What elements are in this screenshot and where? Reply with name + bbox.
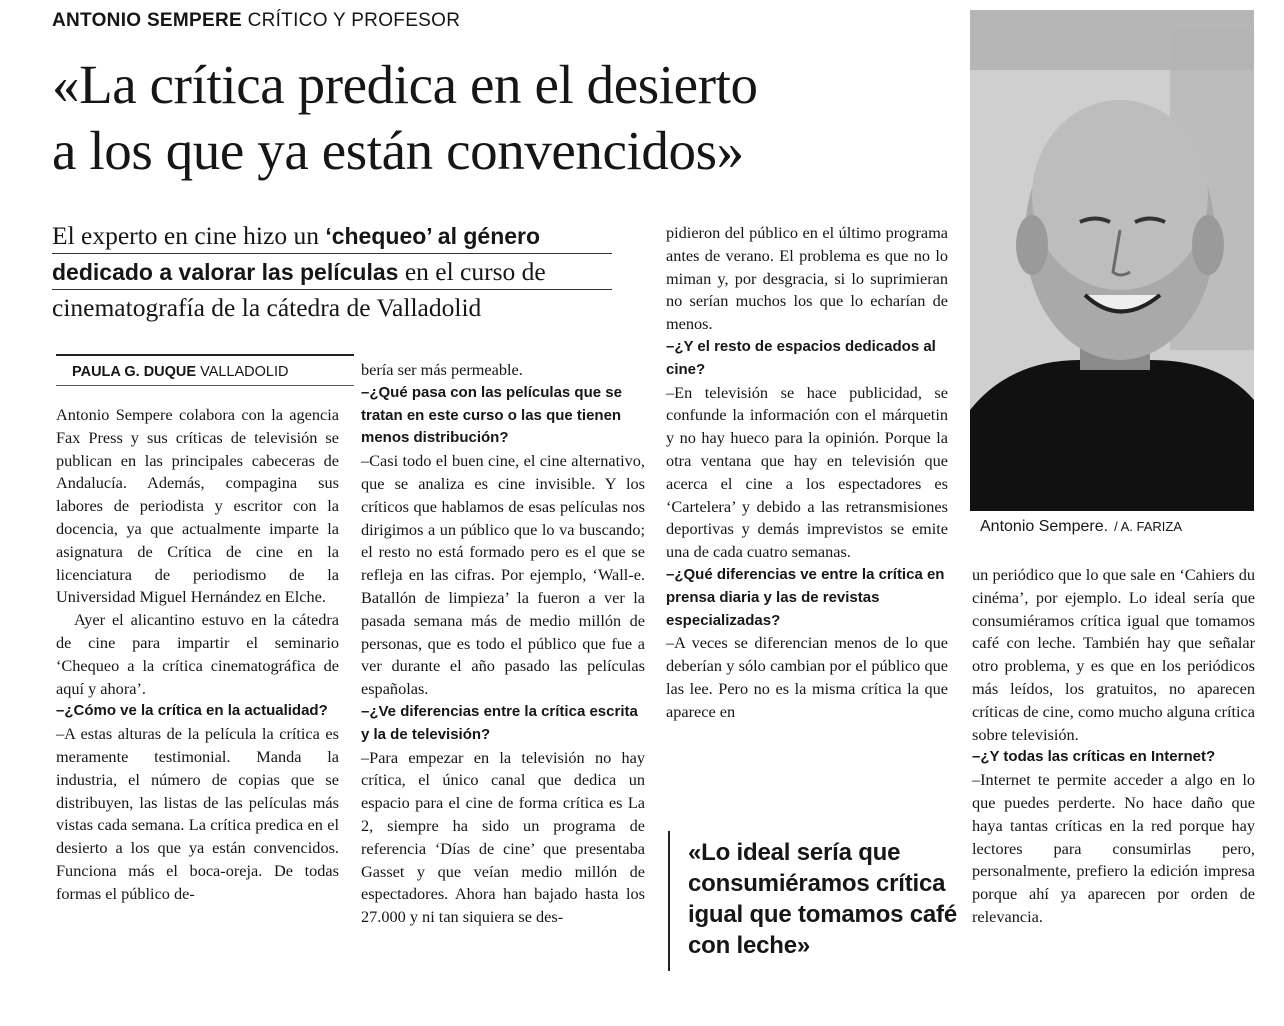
byline-place: VALLADOLID [200,364,289,380]
interview-answer: –Casi todo el buen cine, el cine alternativo, que se analiza es cine invisible. Y los críticos que hablamos de esas películas nos dirigimos a un público que lo va buscando; el resto no está formado pero es el que se refleja en las cifras. Por ejemplo, ‘Wall-e. Batallón de limpieza’ la fueron a ver la pasada semana más de medio millón de personas, que es todo el público que fue a ver durante el año pasado las películas españolas. [361,451,645,699]
subheadline-text: cinematografía de la cátedra de Valladolid [52,293,482,322]
body-paragraph: Ayer el alicantino estuvo en la cátedra de cine para impartir el seminario ‘Chequeo a la crítica cinematográfica de aquí y ahora’. [56,610,339,698]
subheadline-text: en el curso de [398,257,546,286]
interview-answer: bería ser más permeable. [361,360,523,379]
headline [52,52,952,184]
subheadline-line-3 [52,290,612,325]
subheadline-emphasis: ‘chequeo’ al género [325,223,541,249]
interview-answer: –A estas alturas de la película la crítica es meramente testimonial. Manda la industria, el número de copias que se distribuyen, las listas de las películas más vistas cada semana. La crítica predica en el desierto a los que ya están convencidos. Funciona más el boca-oreja. De todas formas el público de- [56,724,339,903]
subheadline [52,218,612,325]
subheadline-emphasis: dedicado a valorar las películas [52,259,399,285]
headline-line-1: «La crítica predica en el desierto [52,54,758,115]
byline [56,354,354,386]
pull-quote-text: «Lo ideal sería que consumiéramos crítica igual que tomamos café con leche» [688,839,957,959]
interview-question: –¿Y el resto de espacios dedicados al cine? [666,337,936,378]
article-column-2 [361,359,645,929]
interview-answer: –Internet te permite acceder a algo en lo que puedes perderte. No hace daño que haya tantas críticas en la red porque hay lectores para consumirlas pero, personalmente, prefiero la edición impresa porque ahí ya aparecen por orden de relevancia. [972,770,1255,926]
subheadline-line-2 [52,254,612,290]
interview-question: –¿Cómo ve la crítica en la actualidad? [56,702,328,720]
interview-answer: –En televisión se hace publicidad, se confunde la información con el márquetin y no hay hueco para la opinión. Porque la otra ventana que hay en televisión que acerca el cine a los espectadores es ‘Cartelera’ y debido a las retransmisiones deportivas y demás imprevistos se emite una de cada cuatro semanas. [666,382,948,562]
byline-author: PAULA G. DUQUE [72,364,197,380]
interviewee-role: CRÍTICO Y PROFESOR [247,10,461,31]
photo-credit: / A. FARIZA [1114,519,1182,534]
interview-question: –¿Ve diferencias entre la crítica escrita y la de televisión? [361,702,638,743]
interview-answer: –A veces se diferencian menos de lo que deberían y sólo cambian por el público que las lee. Pero no es la misma crítica la que aparece en [666,633,948,721]
pull-quote [668,831,957,971]
headline-line-2: a los que ya están convencidos» [52,120,744,181]
portrait-photo [970,10,1254,511]
interview-question: –¿Qué diferencias ve entre la crítica en prensa diaria y las de revistas especializadas? [666,565,945,629]
subheadline-text: El experto en cine hizo un [52,221,326,250]
interview-answer: un periódico que lo que sale en ‘Cahiers du cinéma’, por ejemplo. Lo ideal sería que consumiéramos crítica igual que tomamos café con leche. También hay que señalar otro problema, y es que en los periódicos más leídos, los gratuitos, no aparecen críticas de cine, como mucho alguna crítica sobre televisión. [972,565,1255,744]
interview-question: –¿Y todas las críticas en Internet? [972,748,1216,766]
article-column-4 [972,564,1255,929]
photo-caption [980,518,1260,536]
interview-question: –¿Qué pasa con las películas que se tratan en este curso o las que tienen menos distribución? [361,383,622,447]
article-column-1 [56,404,339,906]
subheadline-line-1 [52,218,612,254]
portrait-illustration [970,10,1254,511]
caption-text: Antonio Sempere. [980,518,1109,535]
article-column-3 [666,222,948,724]
interview-answer: –Para empezar en la televisión no hay crítica, el único canal que dedica un espacio para el cine de forma crítica es La 2, siempre ha sido un programa de referencia ‘Días de cine’ que presentaba Gasset y que veían medio millón de espectadores. Ahora han bajado hasta los 27.000 y ni tan siquiera se des- [361,747,645,927]
body-paragraph: Antonio Sempere colabora con la agencia Fax Press y sus críticas de televisión se publican en las principales cabeceras de Andalucía. Además, compagina sus labores de periodista y escritor con la docencia, ya que actualmente imparte la asignatura de Crítica de cine en la licenciatura de periodismo de la Universidad Miguel Hernández en Elche. [56,405,339,607]
interview-answer: pidieron del público en el último programa antes de verano. El problema es que no lo miman y, por desgracia, si lo suprimieran no serían muchos los que lo echarían de menos. [666,223,948,334]
interviewee-name: ANTONIO SEMPERE [52,10,242,31]
kicker [52,10,932,32]
